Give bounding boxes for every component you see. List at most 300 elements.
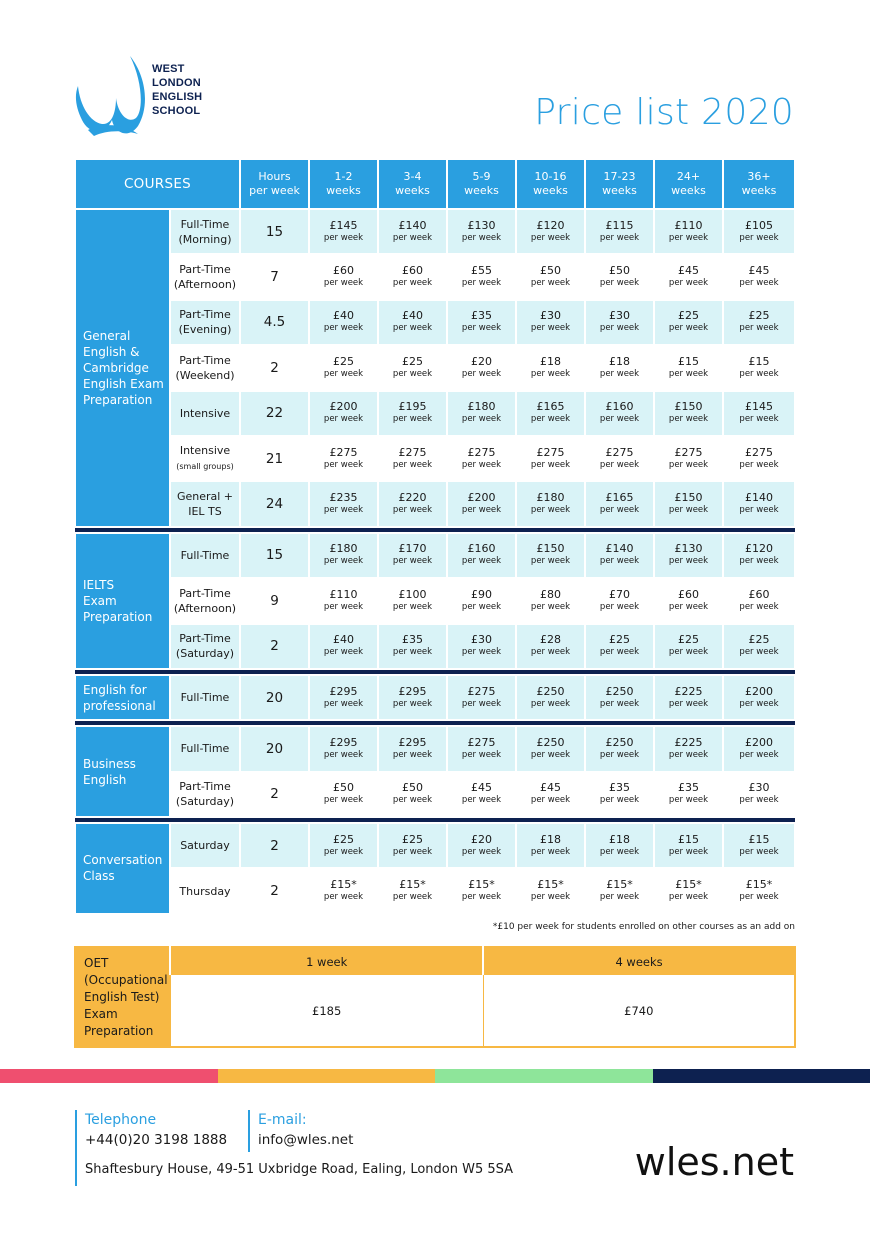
price-value: £250 [605, 735, 634, 749]
per-week-label: per week [323, 368, 364, 379]
price-cell [723, 391, 795, 436]
oet-price-1-week: £185 [170, 975, 483, 1047]
price-cell [447, 533, 516, 578]
header-line: weeks [602, 184, 637, 197]
per-week-label: per week [323, 414, 364, 425]
price-cell [516, 624, 585, 669]
oet-label-line: Preparation [84, 1023, 154, 1038]
price-cell [378, 578, 447, 623]
per-week-label: per week [530, 505, 571, 516]
per-week-label: per week [739, 368, 779, 379]
course-type [170, 675, 240, 720]
per-week-label: per week [668, 647, 709, 658]
oet-table [74, 946, 796, 1048]
price-cell [309, 624, 378, 669]
price-value: £25 [333, 354, 354, 368]
price-value: £15* [537, 878, 564, 892]
price-cell [516, 254, 585, 299]
header-line: weeks [326, 184, 361, 197]
course-type [170, 209, 240, 254]
price-cell [309, 209, 378, 254]
price-value: £195 [398, 400, 427, 414]
course-type-line: Full-Time [180, 548, 230, 562]
price-value: £50 [540, 264, 561, 278]
course-row [75, 624, 795, 669]
price-cell [654, 823, 723, 868]
price-value: £275 [605, 445, 634, 459]
price-cell [654, 209, 723, 254]
per-week-label: per week [461, 647, 502, 658]
price-value: £18 [609, 354, 630, 368]
course-type-line: Full-Time [180, 742, 230, 756]
per-week-label: per week [323, 459, 364, 470]
per-week-label: per week [668, 232, 709, 243]
hours-cell: 9 [240, 578, 309, 623]
course-type-line: (Saturday) [175, 795, 235, 809]
price-cell [516, 823, 585, 868]
website-link[interactable]: wles.net [634, 1140, 794, 1184]
header-line: 17-23 [603, 170, 636, 183]
price-value: £120 [745, 542, 773, 556]
per-week-label: per week [461, 698, 502, 709]
price-value: £295 [398, 684, 427, 698]
per-week-label: per week [739, 232, 779, 243]
price-cell [654, 868, 723, 913]
telephone-block [75, 1110, 227, 1152]
stripe-navy [653, 1069, 870, 1083]
per-week-label: per week [739, 323, 779, 334]
header-line: weeks [533, 184, 568, 197]
price-value: £150 [674, 491, 703, 505]
footnote: *£10 per week for students enrolled on other courses as an add on [492, 922, 795, 932]
course-type-line: Part-Time [179, 632, 231, 646]
per-week-label: per week [323, 505, 364, 516]
course-type-line: Thursday [179, 884, 231, 898]
address: Shaftesbury House, 49-51 Uxbridge Road, Ealing, London W5 5SA [85, 1162, 514, 1177]
price-value: £295 [329, 684, 358, 698]
price-value: £250 [605, 684, 634, 698]
hours-cell: 2 [240, 823, 309, 868]
price-cell [447, 481, 516, 526]
course-type [170, 436, 240, 481]
price-cell [723, 823, 795, 868]
per-week-label: per week [461, 414, 502, 425]
price-cell [516, 578, 585, 623]
per-week-label: per week [392, 414, 433, 425]
price-cell [447, 675, 516, 720]
per-week-label: per week [739, 698, 779, 709]
per-week-label: per week [599, 647, 640, 658]
price-cell [723, 254, 795, 299]
per-week-label: per week [392, 556, 433, 567]
group-name-line: Preparation [83, 392, 153, 407]
price-value: £90 [471, 587, 492, 601]
price-cell [654, 300, 723, 345]
per-week-label: per week [392, 892, 433, 903]
course-row [75, 726, 795, 771]
price-value: £15 [678, 832, 699, 846]
price-value: £160 [467, 542, 496, 556]
group-name-line: English Exam [83, 376, 164, 391]
oet-col-1-week: 1 week [170, 947, 483, 975]
logo-line: SCHOOL [152, 105, 201, 117]
price-cell [585, 823, 654, 868]
oet-header-row [75, 947, 795, 975]
course-type [170, 868, 240, 913]
price-value: £225 [674, 735, 703, 749]
price-cell [654, 254, 723, 299]
price-cell [585, 209, 654, 254]
group-name-line: Business [83, 756, 136, 771]
price-value: £25 [748, 309, 770, 323]
price-cell [723, 345, 795, 390]
price-value: £140 [398, 218, 427, 232]
price-cell [378, 772, 447, 817]
price-value: £250 [536, 684, 565, 698]
price-value: £25 [402, 832, 423, 846]
hours-cell: 7 [240, 254, 309, 299]
per-week-label: per week [668, 892, 709, 903]
per-week-label: per week [668, 459, 709, 470]
price-cell [447, 345, 516, 390]
course-type [170, 624, 240, 669]
price-cell [309, 254, 378, 299]
price-cell [378, 675, 447, 720]
course-row [75, 209, 795, 254]
price-value: £45 [678, 264, 699, 278]
per-week-label: per week [323, 647, 364, 658]
price-value: £145 [745, 400, 773, 414]
oet-label-line: (Occupational [84, 972, 168, 987]
per-week-label: per week [668, 323, 709, 334]
price-value: £55 [471, 264, 492, 278]
price-cell [585, 868, 654, 913]
per-week-label: per week [323, 698, 364, 709]
per-week-label: per week [392, 749, 433, 760]
price-value: £275 [745, 445, 773, 459]
price-cell [585, 436, 654, 481]
price-value: £15 [748, 354, 770, 368]
price-cell [654, 726, 723, 771]
per-week-label: per week [461, 892, 502, 903]
course-type-line: Saturday [180, 839, 230, 853]
price-cell [516, 726, 585, 771]
per-week-label: per week [599, 892, 640, 903]
price-value: £165 [536, 400, 565, 414]
course-type [170, 254, 240, 299]
per-week-label: per week [530, 698, 571, 709]
per-week-label: per week [739, 505, 779, 516]
oet-label-line: English Test) [84, 989, 160, 1004]
course-type-line: (Evening) [178, 323, 232, 337]
group-name-line: English & [83, 344, 140, 359]
hours-cell: 20 [240, 675, 309, 720]
header-line: per week [249, 184, 300, 197]
price-cell [585, 300, 654, 345]
price-value: £130 [674, 542, 703, 556]
email-address[interactable]: info@wles.net [258, 1132, 354, 1148]
color-stripes [0, 1069, 870, 1083]
course-type [170, 391, 240, 436]
group-name-line: General [83, 328, 131, 343]
per-week-label: per week [739, 459, 779, 470]
per-week-label: per week [392, 459, 433, 470]
per-week-label: per week [530, 278, 571, 289]
header-line: 3-4 [403, 170, 422, 183]
price-value: £295 [398, 735, 427, 749]
price-cell [309, 391, 378, 436]
course-type [170, 578, 240, 623]
hours-cell: 2 [240, 772, 309, 817]
price-cell [585, 254, 654, 299]
hours-cell: 24 [240, 481, 309, 526]
logo-line: WEST [152, 63, 185, 75]
per-week-label: per week [461, 556, 502, 567]
price-cell [654, 624, 723, 669]
price-cell [309, 772, 378, 817]
per-week-label: per week [392, 232, 433, 243]
group-name-line: Conversation [83, 853, 163, 868]
per-week-label: per week [599, 323, 640, 334]
per-week-label: per week [323, 232, 364, 243]
course-type-line: (Saturday) [175, 647, 235, 661]
per-week-label: per week [739, 556, 779, 567]
header-line: 1-2 [334, 170, 353, 183]
price-value: £50 [609, 264, 630, 278]
header-row [75, 159, 795, 209]
price-cell [654, 345, 723, 390]
course-group [75, 533, 170, 669]
course-row [75, 578, 795, 623]
price-value: £275 [536, 445, 565, 459]
course-row [75, 254, 795, 299]
price-value: £110 [329, 587, 358, 601]
price-cell [723, 209, 795, 254]
price-cell [654, 481, 723, 526]
hours-cell: 15 [240, 209, 309, 254]
oet-label-line: Exam [84, 1006, 118, 1021]
price-cell [585, 391, 654, 436]
group-name-line: Exam [83, 593, 117, 608]
header-line: weeks [741, 184, 777, 197]
course-row [75, 345, 795, 390]
price-cell [447, 254, 516, 299]
price-cell [378, 823, 447, 868]
price-cell [378, 209, 447, 254]
per-week-label: per week [461, 368, 502, 379]
price-value: £15* [468, 878, 495, 892]
course-type-line: (Weekend) [175, 368, 235, 382]
price-cell [447, 578, 516, 623]
per-week-label: per week [530, 795, 571, 806]
price-table [74, 158, 796, 915]
per-week-label: per week [392, 278, 433, 289]
group-name-line: Preparation [83, 609, 153, 624]
course-type-line: Part-Time [179, 586, 231, 600]
per-week-label: per week [392, 647, 433, 658]
course-row [75, 868, 795, 913]
group-name-line: Class [83, 869, 115, 884]
per-week-label: per week [461, 749, 502, 760]
price-value: £25 [678, 633, 699, 647]
price-value: £30 [540, 309, 561, 323]
price-cell [309, 868, 378, 913]
price-value: £165 [605, 491, 634, 505]
per-week-label: per week [323, 892, 364, 903]
price-value: £120 [536, 218, 565, 232]
per-week-label: per week [599, 556, 640, 567]
price-cell [516, 345, 585, 390]
per-week-label: per week [461, 323, 502, 334]
price-value: £275 [398, 445, 427, 459]
price-value: £160 [605, 400, 634, 414]
price-value: £150 [536, 542, 565, 556]
price-value: £105 [745, 218, 773, 232]
price-value: £35 [471, 309, 492, 323]
course-type-line: Full-Time [180, 691, 230, 705]
price-value: £130 [467, 218, 496, 232]
price-value: £18 [609, 832, 630, 846]
header-line: Hours [258, 170, 291, 183]
stripe-pink [0, 1069, 218, 1083]
per-week-label: per week [599, 368, 640, 379]
course-type [170, 726, 240, 771]
course-row [75, 675, 795, 720]
price-value: £60 [678, 587, 699, 601]
weeks-header [378, 159, 447, 209]
per-week-label: per week [530, 749, 571, 760]
weeks-header [723, 159, 795, 209]
per-week-label: per week [668, 278, 709, 289]
per-week-label: per week [599, 749, 640, 760]
group-name-line: Cambridge [83, 360, 149, 375]
course-type-line: (Afternoon) [173, 278, 237, 292]
price-cell [378, 533, 447, 578]
per-week-label: per week [323, 278, 364, 289]
oet-label [75, 947, 170, 1047]
price-value: £20 [471, 832, 492, 846]
course-group [75, 675, 170, 720]
per-week-label: per week [530, 556, 571, 567]
price-cell [309, 300, 378, 345]
price-value: £40 [333, 309, 354, 323]
price-cell [654, 772, 723, 817]
price-value: £25 [678, 309, 699, 323]
hours-cell: 2 [240, 624, 309, 669]
course-type-line: (Afternoon) [173, 601, 237, 615]
price-cell [309, 481, 378, 526]
per-week-label: per week [668, 846, 709, 857]
course-row [75, 391, 795, 436]
per-week-label: per week [599, 795, 640, 806]
course-row [75, 772, 795, 817]
price-cell [378, 481, 447, 526]
price-cell [585, 345, 654, 390]
price-cell [447, 726, 516, 771]
price-value: £180 [536, 491, 565, 505]
price-cell [447, 391, 516, 436]
course-row [75, 436, 795, 481]
price-cell [723, 533, 795, 578]
per-week-label: per week [668, 505, 709, 516]
course-type [170, 533, 240, 578]
course-type-line: Intensive [179, 406, 231, 420]
price-value: £275 [329, 445, 358, 459]
price-cell [516, 391, 585, 436]
per-week-label: per week [530, 647, 571, 658]
per-week-label: per week [530, 846, 571, 857]
course-type-line: Intensive [179, 444, 231, 458]
price-cell [378, 391, 447, 436]
price-value: £180 [467, 400, 496, 414]
price-value: £275 [674, 445, 703, 459]
per-week-label: per week [599, 459, 640, 470]
per-week-label: per week [530, 323, 571, 334]
price-value: £275 [467, 445, 496, 459]
price-cell [447, 300, 516, 345]
course-type-line: (Morning) [178, 232, 232, 246]
school-logo [72, 50, 232, 140]
price-cell [585, 533, 654, 578]
price-value: £295 [329, 735, 358, 749]
per-week-label: per week [530, 601, 571, 612]
price-value: £35 [402, 633, 423, 647]
course-type-line: Part-Time [179, 308, 231, 322]
per-week-label: per week [530, 368, 571, 379]
course-type-line: Part-Time [179, 263, 231, 277]
per-week-label: per week [739, 795, 779, 806]
course-row [75, 533, 795, 578]
per-week-label: per week [323, 601, 364, 612]
price-value: £45 [471, 781, 492, 795]
per-week-label: per week [461, 846, 502, 857]
price-cell [309, 823, 378, 868]
header-line: weeks [395, 184, 430, 197]
weeks-header [516, 159, 585, 209]
price-cell [585, 481, 654, 526]
price-cell [516, 772, 585, 817]
course-type [170, 481, 240, 526]
weeks-header [447, 159, 516, 209]
per-week-label: per week [599, 414, 640, 425]
price-cell [585, 772, 654, 817]
price-cell [723, 772, 795, 817]
oet-price-4-weeks: £740 [483, 975, 795, 1047]
telephone-number[interactable]: +44(0)20 3198 1888 [85, 1132, 228, 1148]
price-cell [654, 578, 723, 623]
course-type-line: Part-Time [179, 353, 231, 367]
price-value: £30 [748, 781, 770, 795]
per-week-label: per week [461, 232, 502, 243]
price-value: £50 [333, 781, 354, 795]
header-line: 36+ [747, 170, 771, 183]
per-week-label: per week [599, 232, 640, 243]
price-table-body [75, 209, 795, 914]
per-week-label: per week [739, 414, 779, 425]
per-week-label: per week [323, 556, 364, 567]
price-value: £15* [330, 878, 357, 892]
header-line: 24+ [676, 170, 701, 183]
group-name-line: English for [83, 682, 147, 697]
price-cell [516, 300, 585, 345]
price-value: £25 [609, 633, 630, 647]
course-row [75, 481, 795, 526]
price-cell [378, 868, 447, 913]
per-week-label: per week [668, 749, 709, 760]
per-week-label: per week [530, 414, 571, 425]
price-cell [378, 624, 447, 669]
price-value: £45 [748, 264, 770, 278]
